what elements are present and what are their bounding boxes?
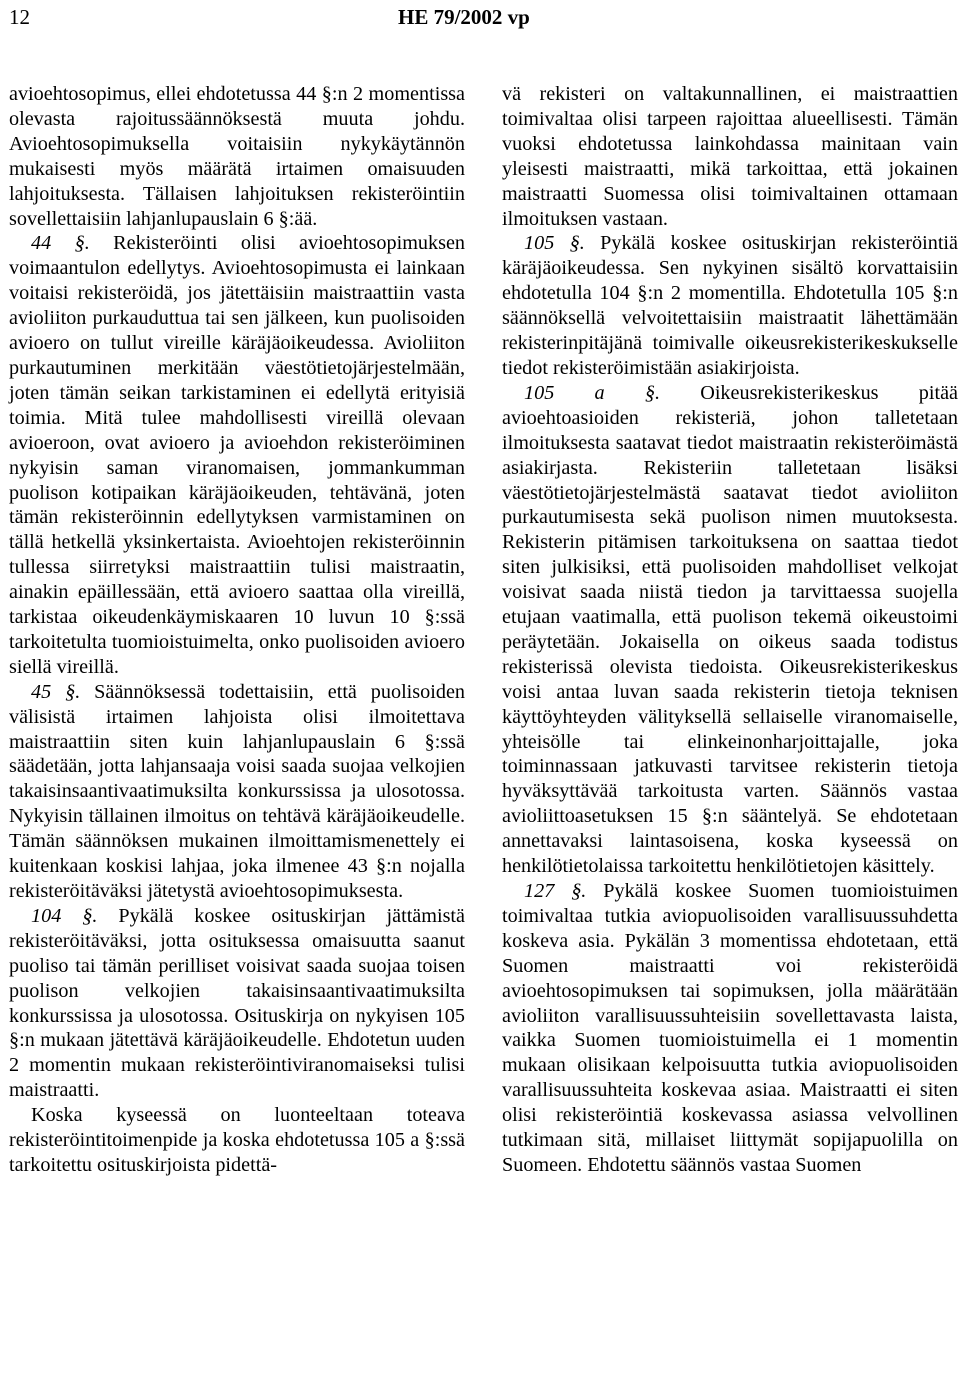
paragraph-section-105 [502,231,958,380]
paragraph-text: vä rekisteri on valtakunnallinen, ei maistraattien toimivaltaa olisi tarpeen rajoittaa alueellisesti. Tämän vuoksi ehdotetussa lainkohdassa mainitaan vain yleisesti maistraatti, mikä tarkoittaa, että jokainen maistraatti Suomessa olisi toimivaltainen ottamaan ilmoituksen vastaan. [502,83,958,230]
left-column [9,82,465,1178]
paragraph [9,82,465,231]
paragraph-section-105a [502,381,958,879]
paragraph-text: Rekisteröinti olisi avioehtosopimuksen voimaantulon edellytys. Avioehtosopimusta ei lainkaan voitaisi rekisteröidä, jos jätettäisiin maistraattiin vasta avioliiton purkauduttua tai sen jälkeen, kun puolisoiden avioero on tullut vireille käräjäoikeudessa. Avioliiton purkautuminen merkitään väestötietojärjestelmään, joten tämän seikan tarkistaminen ei edellytä erityisiä toimia. Mitä tulee mahdollisesti vireillä olevaan avioeroon, ovat avioero ja avioehdon rekisteröiminen nykyisin saman viranomaisen, jommankumman puolison kotipaikan käräjäoikeuden, tehtävänä, joten tämän rekisteröinnin edellytyksen varmistaminen on tällä hetkellä yksinkertaista. Avioehtojen rekisteröinnin tullessa siirretyksi maistraattiin tulisi maistraatin, ainakin epäillessään, että avioero saattaa olla vireillä, tarkistaa oikeudenkäymiskaaren 10 luvun 10 §:ssä tarkoitetulta tuomioistuimelta, onko puolisoiden avioero siellä vireillä. [9,232,466,678]
paragraph-section-45 [9,680,465,904]
paragraph-text: Pykälä koskee osituskirjan jättämistä rekisteröitäväksi, jotta osituksessa omaisuutta saanut puoliso tai tämän perilliset voisivat saada suojaa toisen puolison velkojien takaisinsaantivaatimuksilta konkurssissa ja ulosotossa. Osituskirja on nykyisen 105 §:n mukaan jätettävä käräjäoikeudelle. Ehdotetun uuden 2 momentin mukaan rekisteröintiviranomaiseksi tulisi maistraatti. [9,904,465,1102]
paragraph-text: avioehtosopimus, ellei ehdotetussa 44 §:n 2 momentissa olevasta rajoitussäännöksestä muuta johdu. Avioehtosopimuksella voitaisiin nykykäytännön mukaisesti myös määrätä irtaimen omaisuuden lahjoituksesta. Tällaisen lahjoituksen rekisteröintiin sovellettaisiin lahjanlupauslain 6 §:ää. [9,83,465,230]
paragraph [502,82,958,231]
paragraph [9,1103,465,1178]
paragraph-text: Koska kyseessä on luonteeltaan toteava rekisteröintitoimenpide ja koska ehdotetussa 105 a §:ssä tarkoitettu osituskirjoista pidettä- [9,1104,465,1176]
section-number: 105 a §. [524,381,660,404]
paragraph-section-44 [9,231,465,679]
section-number: 105 §. [524,232,585,255]
document-id: HE 79/2002 vp [398,5,530,29]
section-number: 104 §. [31,904,98,927]
paragraph-text: Pykälä koskee osituskirjan rekisteröintiä käräjäoikeudessa. Sen nykyinen sisältö korvattaisiin ehdotetulla 104 §:n 2 momentilla. Ehdotetulla 105 §:n säännöksellä velvoitettaisiin maistraatit lähettämään rekisterinpitäjänä toimivalle oikeusrekisterikeskukselle tiedot rekisteröimistään asiakirjoista. [502,232,958,379]
right-column [502,82,958,1178]
paragraph-text: Pykälä koskee Suomen tuomioistuimen toimivaltaa tutkia aviopuolisoiden varallisuussuhdetta koskeva asia. Pykälän 3 momentissa ehdotetaan, että Suomen maistraatti voi rekisteröidä avioehtosopimuksen tai sopimuksen, jolla määrätään avioliiton varallisuussuhteisiin sovellettavasta laista, vaikka Suomen tuomioistuimella ei 1 momentin mukaan olisikaan kelpoisuutta tutkia aviopuolisoiden varallisuussuhteita koskevaa asiaa. Maistraatti ei siten olisi rekisteröintiä koskevassa asiassa velvollinen tutkimaan sitä, millaiset liittymät sopijapuolilla on Suomeen. Ehdotettu säännös vastaa Suomen [502,880,958,1176]
page-number: 12 [9,5,30,29]
section-number: 127 §. [524,880,587,902]
paragraph-text: Säännöksessä todettaisiin, että puolisoiden välisistä irtaimen lahjoista olisi ilmoitettava maistraattiin siten kuin lahjanlupauslain 6 §:ssä säädetään, jotta lahjansaaja voisi saada suojaa velkojien takaisinsaantivaatimuksilta konkurssissa ja ulosotossa. Nykyisin tällainen ilmoitus on tehtävä käräjäoikeudelle. Tämän säännöksen mukainen ilmoittamismenettely ei kuitenkaan koskisi lahjaa, joka ilmenee 43 §:n nojalla rekisteröitäväksi jätetystä avioehtosopimuksesta. [9,680,465,902]
page-header [0,0,960,36]
section-number: 45 §. [31,680,81,703]
section-number: 44 §. [31,232,90,255]
paragraph-section-104 [9,904,465,1103]
paragraph-text: Oikeusrekisterikeskus pitää avioehtoasioiden rekisteriä, johon talletetaan ilmoituksesta saatavat tiedot maistraatin rekisteröimästä asiakirjasta. Rekisteriin talletetaan lisäksi väestötietojärjestelmästä saatavat tiedot avioliiton purkautumisesta sekä puolison nimen muutoksesta. Rekisterin pitämisen tarkoituksena on saattaa tiedot siten julkisiksi, että puolisoiden mahdolliset velkojat voisivat saada niistä tiedon ja tarvittaessa suojella etujaan vaatimalla, että puolison tekemä oikeustoimi peräytetään. Jokaisella on oikeus saada todistus rekisterissä olevista tiedoista. Oikeusrekisterikeskus voisi antaa luvan saada rekisterin tietoja teknisen käyttöyhteyden välityksellä sellaiselle viranomaiselle, yhteisölle tai elinkeinonharjoittajalle, joka toiminnassaan jatkuvasti tarvitsee rekisterin tietoja hyväksyttävää tarkoitusta varten. Säännös vastaa avioliittoasetuksen 15 §:n sääntelyä. Se ehdotetaan annettavaksi laintasoisena, koska kyseessä on henkilötietolaissa tarkoitettu henkilötietojen käsittely. [502,381,958,878]
paragraph-section-127 [502,879,958,1178]
